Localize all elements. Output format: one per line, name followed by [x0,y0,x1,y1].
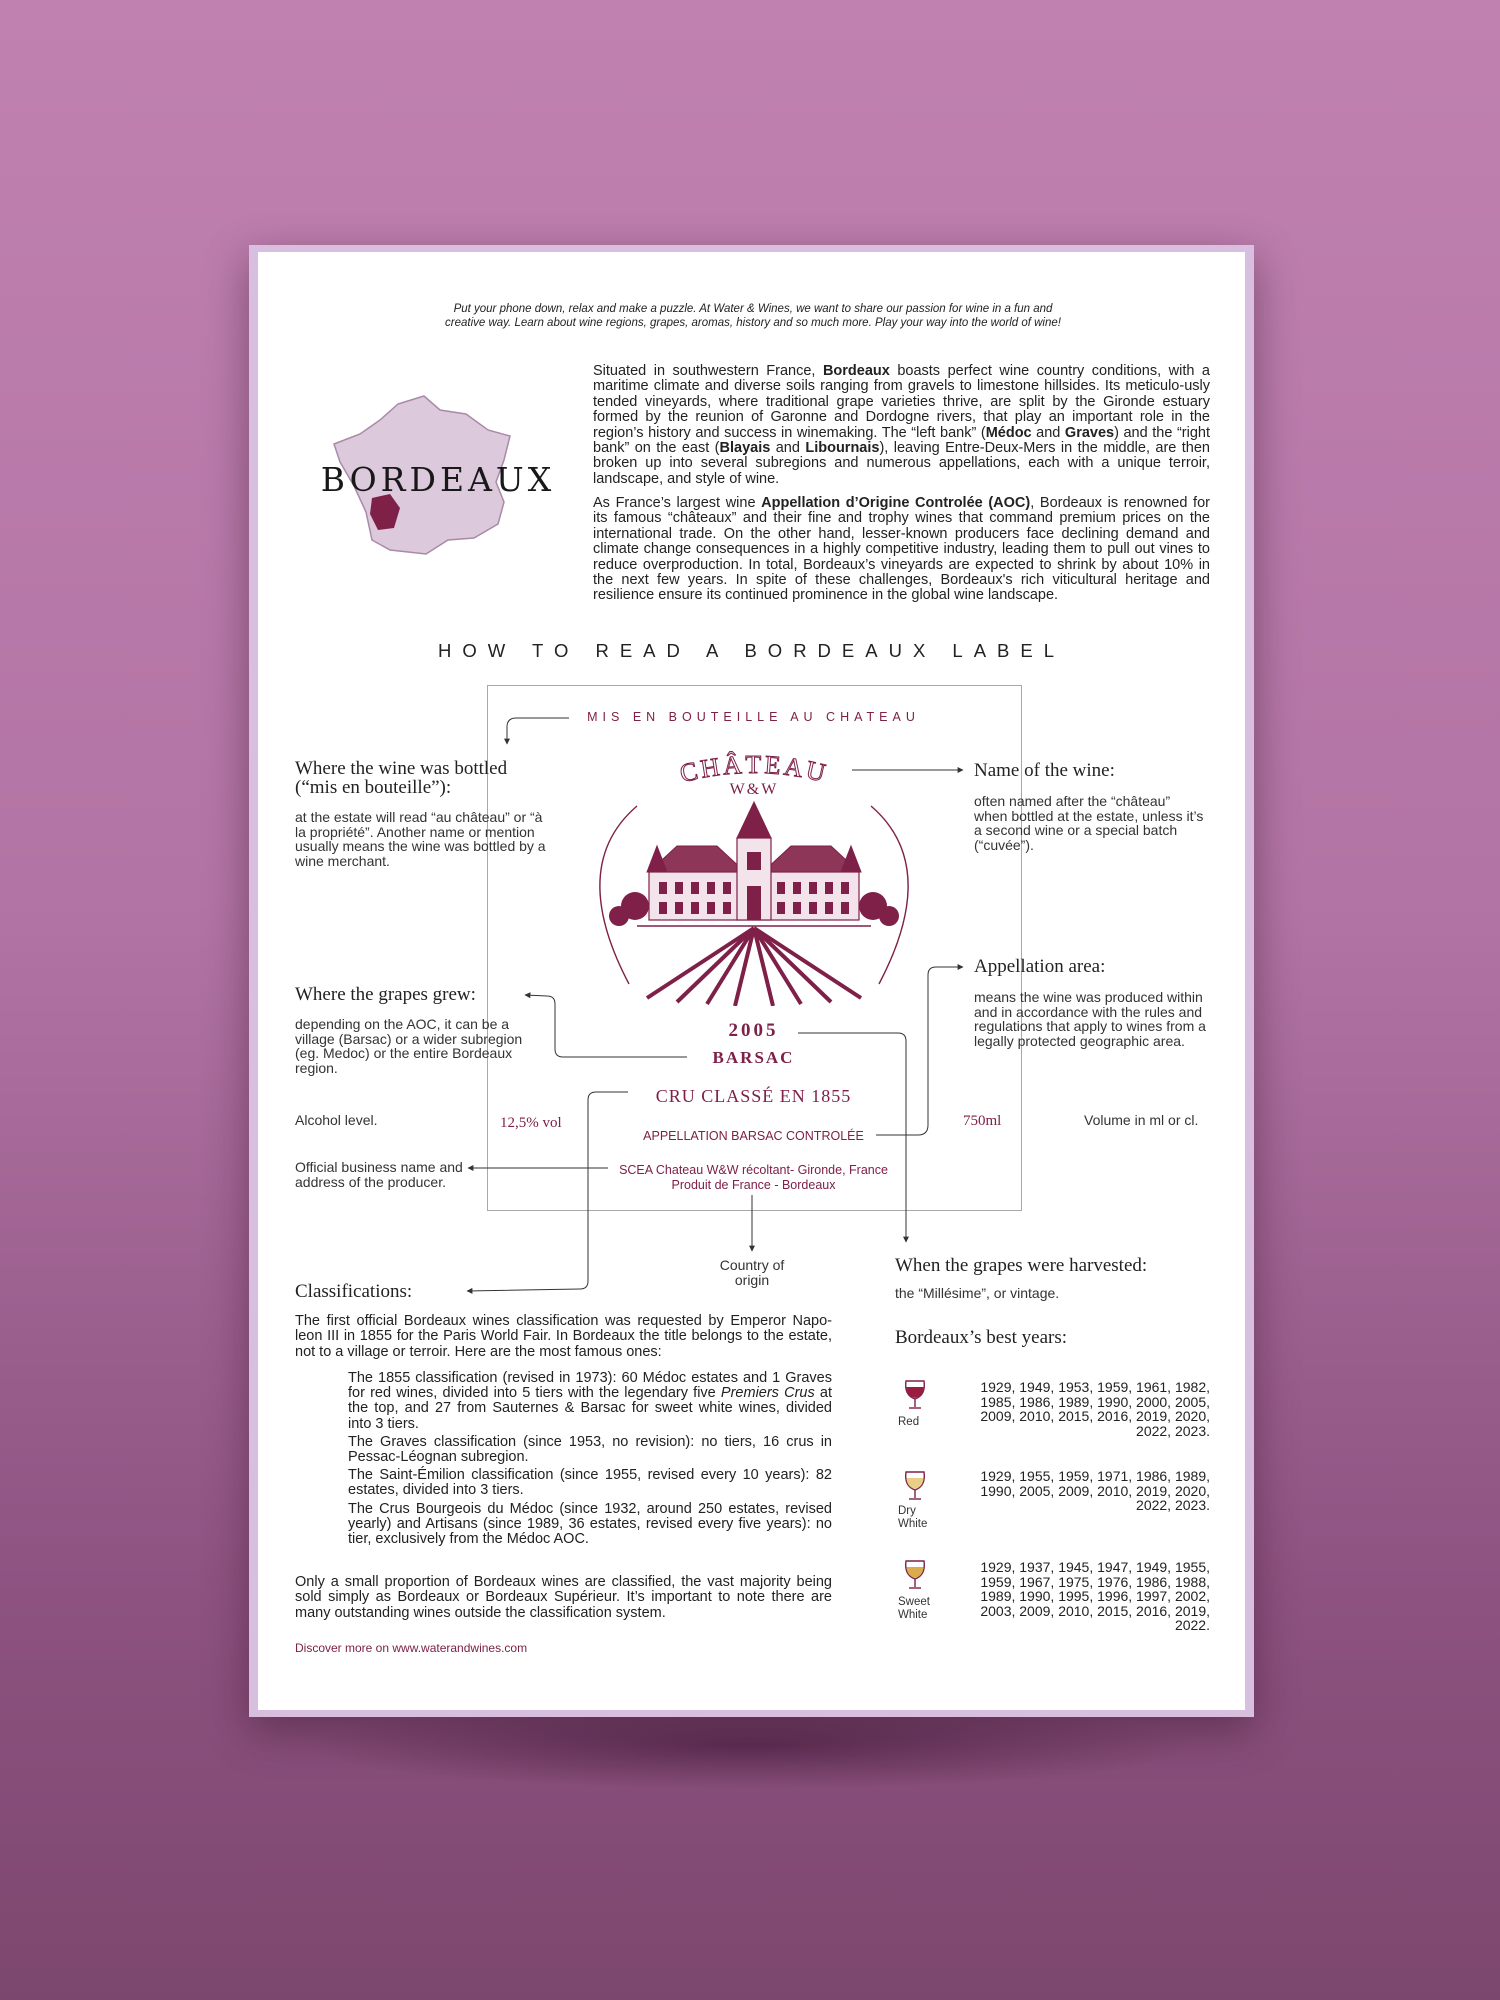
classifications-outro: Only a small proportion of Bordeaux wines are classified, the vast majority being sold simply as Bordeaux or Bordeaux Supérieur. It’s important to note there are many outstanding wines outside the classification system. [295,1574,832,1621]
name-heading: Name of the wine: [974,760,1115,781]
classifications-heading: Classifications: [295,1281,413,1302]
sweet-white-label: Sweet White [898,1596,930,1621]
poster [258,252,1245,1710]
grapes-text: depending on the AOC, it can be a village (Barsac) or a wider subregion (eg. Medoc) or the entire Bordeaux region. [295,1016,523,1076]
grapes-heading: Where the grapes grew: [295,984,476,1005]
label-volume: 750ml [963,1113,1002,1129]
classification-item: The Crus Bourgeois du Médoc (since 1932, around 250 estates, revised yearly) and Artisans (since 1989, 36 estates, revised every five years): no tier, exclusively from the Médoc AOC. [348,1500,832,1548]
label-producer: SCEA Chateau W&W récoltant- Gironde, France Produit de France - Bordeaux [619,1163,888,1192]
harvest-text: the “Millésime”, or vintage. [895,1285,1060,1301]
label-appellation: APPELLATION BARSAC CONTROLÉE [643,1129,864,1143]
label-chateau-text: CHÂTEAU [677,749,831,789]
dry-white-wine-glass-icon [898,1468,932,1502]
red-years: 1929, 1949, 1953, 1959, 1961, 1982, 1985, 1986, 1989, 1990, 2000, 2005, 2009, 2010, 2015, 2016, 2019, 2020, 2022, 2023. [980,1379,1210,1439]
bottled-text: at the estate will read “au château” or “à la propriété”. Another name or mention usually means the wine was bottled by a wine merchant. [295,809,546,869]
section-title: HOW TO READ A BORDEAUX LABEL [437,640,1066,661]
classification-item: The 1855 classification (revised in 1973): 60 Médoc estates and 1 Graves for red wines, divided into 5 tiers with the legendary five Premiers Crus at the top, and 27 from Sauternes & Barsac for sweet white wines, divided into 3 tiers. [348,1370,833,1432]
classification-item: The Saint-Émilion classification (since 1955, revised every 10 years): 82 estates, divided into 3 tiers. [348,1467,832,1499]
sweet-white-wine-glass-icon [898,1557,932,1591]
name-text: often named after the “château” when bottled at the estate, unless it’s a second wine or a special batch (“cuvée”). [974,793,1204,853]
label-region: BARSAC [712,1048,795,1067]
appellation-text: means the wine was produced within and in accordance with the rules and regulations that apply to wines from a legally protected geographic area. [974,989,1206,1049]
intro-paragraph-2: As France’s largest wine Appellation d’Origine Controlée (AOC), Bordeaux is renowned for its famous “châteaux” and their fine and trophy wines that command premium prices on the international trade. On the other hand, lesser-known producers face declining demand and climate change consequences in a highly competitive industry, leading them to pull out vines to reduce overproduction. In total, Bordeaux’s vineyards are expected to shrink by about 10% in the next few years. In spite of these challenges, Bordeaux's rich viticultural heritage and resilience ensure its continued prominence in the global wine landscape. [593,495,1210,604]
sweet-white-years: 1929, 1937, 1945, 1947, 1949, 1955, 1959, 1967, 1975, 1976, 1986, 1988, 1989, 1990, 1995, 1996, 1997, 2002, 2003, 2009, 2010, 2015, 2016, 2019, 2022. [980,1559,1210,1634]
classification-item: The Graves classification (since 1953, no revision): no tiers, 16 crus in Pessac-Léognan subregion. [348,1433,832,1466]
volume-annotation: Volume in ml or cl. [1084,1112,1199,1128]
intro-paragraph-1: Situated in southwestern France, Bordeaux boasts perfect wine country conditions, with a maritime climate and diverse soils ranging from gravels to limestone hillsides. Its meticulo-usly tended vineyards, where traditional grape varieties thrive, are split by the Gironde estuary formed by the reunion of Garonne and Dordogne rivers, that play an important role in the region’s history and success in winemaking. The “left bank” (Médoc and Graves) and the “right bank” on the east (Blayais and Libournais), leaving Entre-Deux-Mers in the middle, are then broken up into several subregions and numerous appellations, each with a unique terroir, landscape, and style of wine. [593,363,1210,487]
alcohol-annotation: Alcohol level. [295,1112,378,1128]
dry-white-years: 1929, 1955, 1959, 1971, 1986, 1989, 1990, 2005, 2009, 2010, 2019, 2020, 2022, 2023. [980,1468,1210,1514]
red-label: Red [898,1416,920,1428]
label-ww-text: W&W [729,781,779,798]
dry-white-label: Dry White [898,1505,928,1530]
country-annotation: Country of origin [719,1257,785,1288]
red-wine-glass-icon [898,1377,932,1411]
appellation-heading: Appellation area: [974,956,1106,977]
bottled-heading: Where the wine was bottled (“mis en bouteille”): [295,758,508,798]
best-years-heading: Bordeaux’s best years: [895,1327,1068,1348]
intro-text: Put your phone down, relax and make a puzzle. At Water & Wines, we want to share our passion for wine in a fun and creative way. Learn about wine regions, grapes, aromas, history and so much more. Play your way into the world of wine! [445,303,1061,329]
classifications-intro: The first official Bordeaux wines classification was requested by Emperor Napo-leon III in 1855 for the Paris World Fair. In Bordeaux the title belongs to the estate, not to a village or terroir. Here are the most famous ones: [295,1313,832,1360]
label-alcohol: 12,5% vol [500,1115,562,1131]
footer-link[interactable]: Discover more on www.waterandwines.com [295,1641,528,1655]
label-bottled-text: MIS EN BOUTEILLE AU CHATEAU [587,710,920,724]
region-title: BORDEAUX [320,460,556,499]
harvest-heading: When the grapes were harvested: [895,1255,1148,1276]
label-vintage: 2005 [728,1020,779,1041]
classification-list [348,1371,832,1547]
label-cru: CRU CLASSÉ EN 1855 [655,1086,852,1106]
business-annotation: Official business name and address of the producer. [295,1159,463,1190]
